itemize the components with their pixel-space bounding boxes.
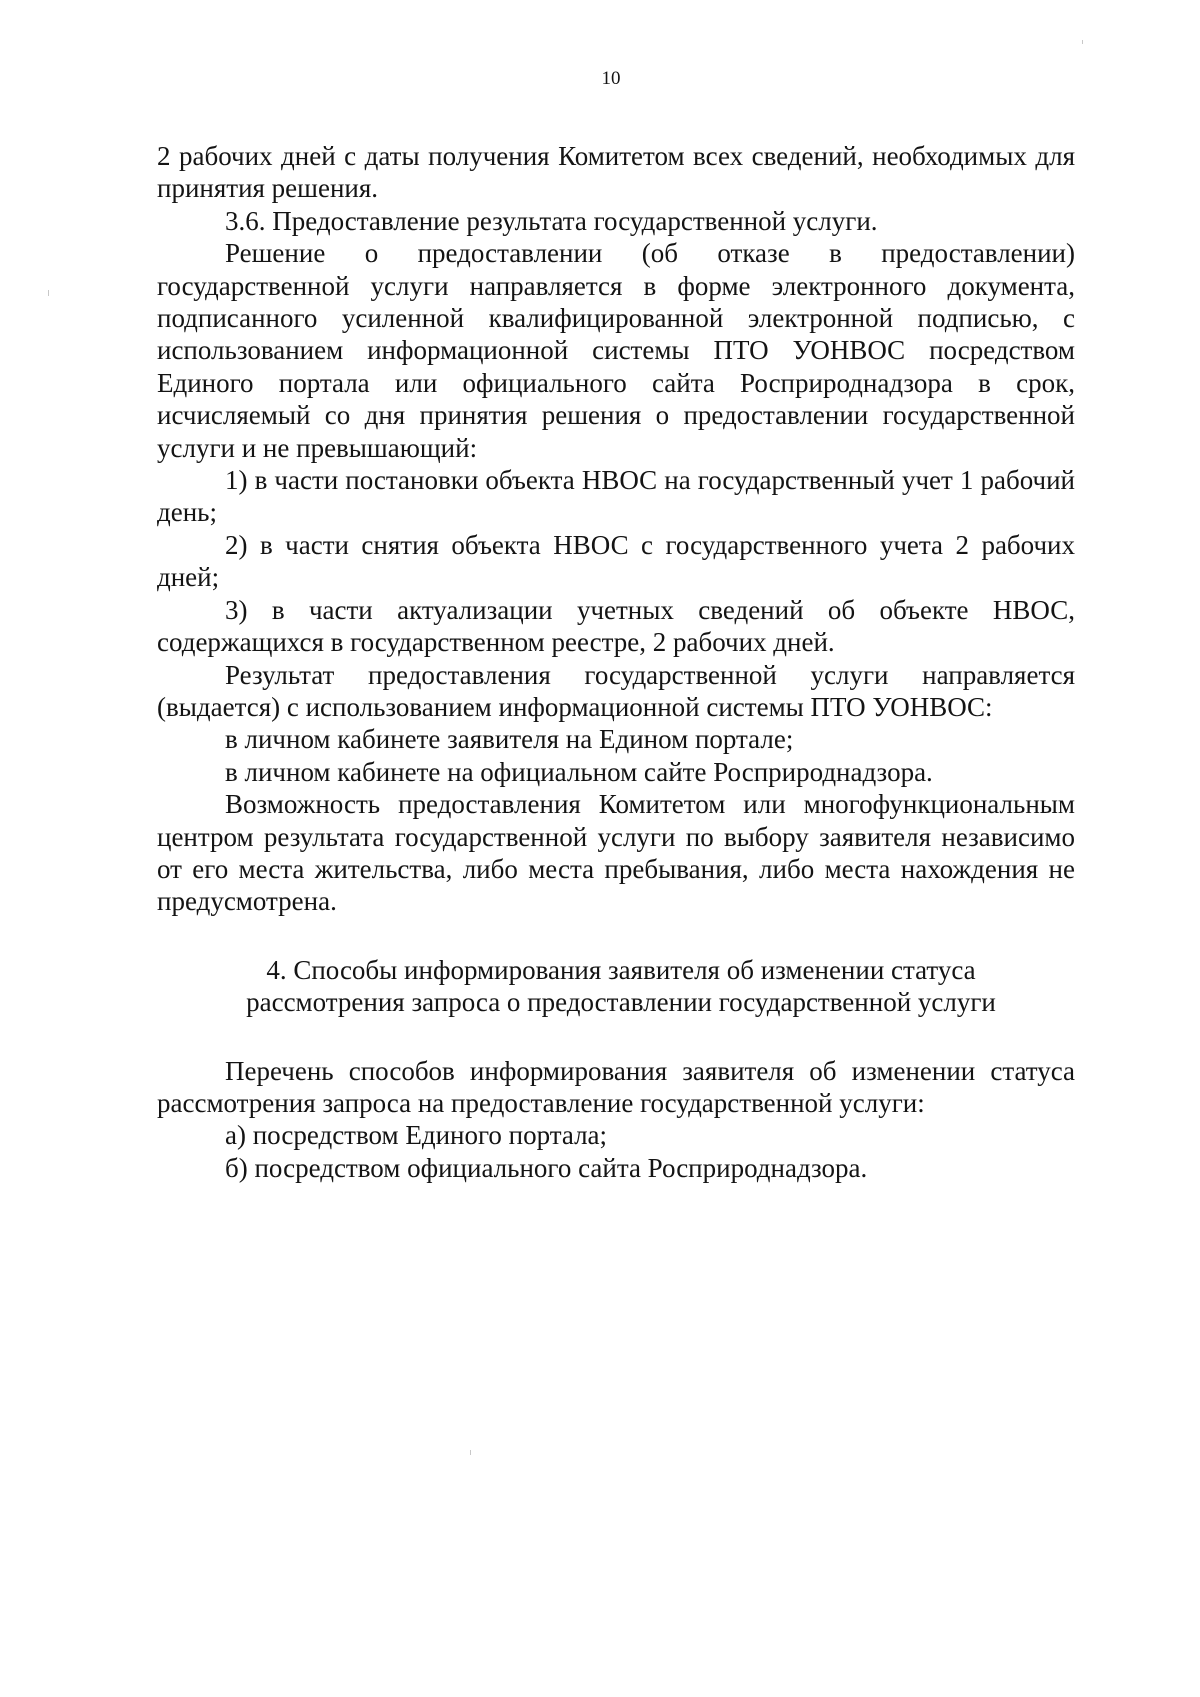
page-number: 10	[601, 68, 621, 89]
paragraph-item-2: 2) в части снятия объекта НВОС с государственного учета 2 рабочих дней;	[157, 529, 1075, 593]
section-4-heading-line-1: 4. Способы информирования заявителя об изменении статуса	[266, 954, 976, 985]
document-body	[157, 140, 1075, 1184]
section-4-heading	[157, 954, 1075, 1019]
paragraph-no-extraterritorial: Возможность предоставления Комитетом или многофункциональным центром результата государственной услуги по выбору заявителя независимо от его места жительства, либо места пребывания, либо места нахождения не предусмотрена.	[157, 789, 1075, 917]
paragraph-personal-cabinet-site: в личном кабинете на официальном сайте Росприроднадзора.	[225, 756, 933, 787]
list-item-a: а) посредством Единого портала;	[225, 1120, 608, 1151]
paragraph-decision-delivery: Решение о предоставлении (об отказе в предоставлении) государственной услуги направляется в форме электронного документа, подписанного усиленной квалифицированной электронной подписью, с использованием информационной системы ПТО УОНВОС посредством Единого портала или официального сайта Росприроднадзора в срок, исчисляемый со дня принятия решения о предоставлении государственной услуги и не превышающий:	[157, 238, 1075, 463]
list-item-b: б) посредством официального сайта Росприроднадзора.	[225, 1152, 868, 1183]
section-4-heading-line-2: рассмотрения запроса о предоставлении государственной услуги	[246, 987, 996, 1018]
scan-artifact-top-right	[1082, 40, 1083, 44]
paragraph-section-3-6-title: 3.6. Предоставление результата государственной услуги.	[225, 205, 878, 236]
paragraph-personal-cabinet-portal: в личном кабинете заявителя на Едином портале;	[225, 724, 794, 755]
paragraph-deadline-continuation: 2 рабочих дней с даты получения Комитетом всех сведений, необходимых для принятия решения.	[157, 141, 1075, 204]
paragraph-result-delivery: Результат предоставления государственной услуги направляется (выдается) с использованием информационной системы ПТО УОНВОС:	[157, 659, 1075, 722]
paragraph-notification-methods: Перечень способов информирования заявителя об изменении статуса рассмотрения запроса на предоставление государственной услуги:	[157, 1055, 1075, 1118]
scan-artifact-bottom	[470, 1450, 471, 1455]
paragraph-item-3: 3) в части актуализации учетных сведений об объекте НВОС, содержащихся в государственном реестре, 2 рабочих дней.	[157, 594, 1075, 658]
paragraph-item-1: 1) в части постановки объекта НВОС на государственный учет 1 рабочий день;	[157, 465, 1075, 528]
scan-artifact-left	[48, 290, 49, 296]
